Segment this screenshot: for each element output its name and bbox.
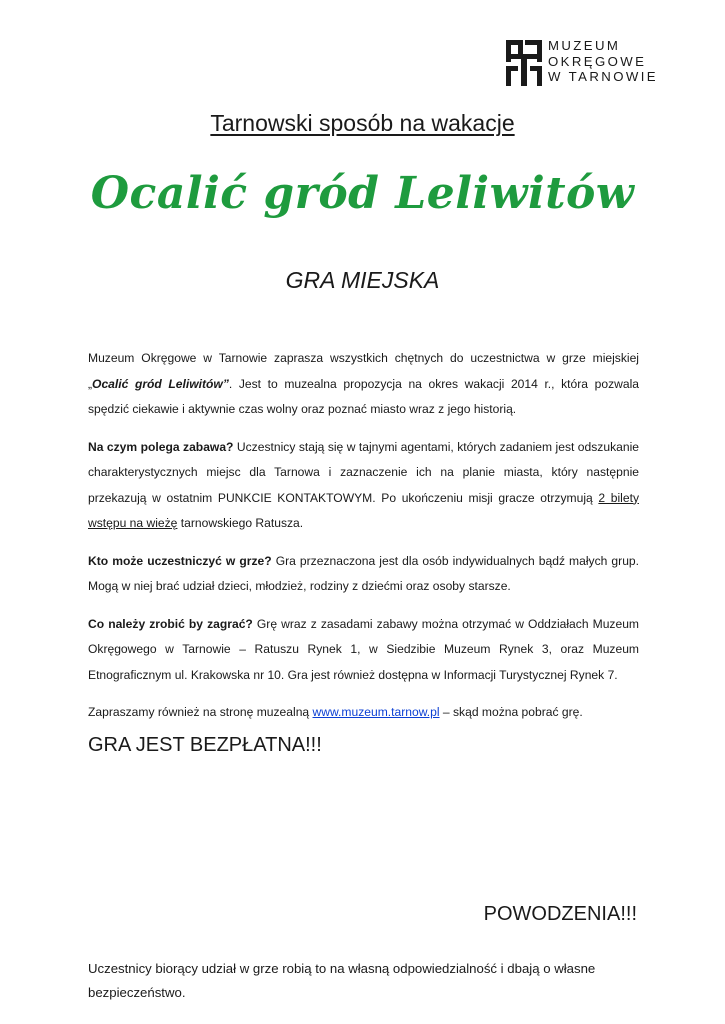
logo-line-1: MUZEUM <box>548 38 621 53</box>
logo-line-2: OKRĘGOWE <box>548 53 647 69</box>
rules-paragraph <box>88 435 639 537</box>
tickets-text: 2 bilety wstępu na wieżę <box>88 490 639 530</box>
rules-question: Na czym polega zabawa? <box>88 439 234 454</box>
howto-paragraph <box>88 612 639 689</box>
rules-answer: Uczestnicy stają się w tajnymi agentami, których zadaniem jest odszukanie charakterystycznych miejsc dla Tarnowa i zaznaczenie ich na planie miasta, który następnie przekazują w ostatnim PUNKCIE KONTAKTOWYM. Po ukończeniu misji gracze otrzymują <box>88 439 639 505</box>
museum-website-link[interactable]: www.muzeum.tarnow.pl <box>312 705 440 719</box>
page-subtitle: Tarnowski sposób na wakacje <box>210 110 515 136</box>
good-luck-text: POWODZENIA!!! <box>483 903 637 925</box>
rules-answer-end: tarnowskiego Ratusza. <box>177 516 304 530</box>
howto-question: Co należy zrobić by zagrać? <box>88 616 253 631</box>
howto-answer: Grę wraz z zasadami zabawy można otrzymać w Oddziałach Muzeum Okręgowego w Tarnowie – Ratuszu Rynek 1, w Siedzibie Muzeum Rynek 3, oraz Muzeum Etnograficznym ul. Krakowska nr 10. Gra jest również dostępna w Informacji Turystycznej Rynek 7. <box>88 616 639 682</box>
game-type-heading: GRA MIEJSKA <box>285 267 440 293</box>
museum-logo-mark-icon <box>506 40 542 86</box>
disclaimer-text: Uczestnicy biorący udział w grze robią to na własną odpowiedzialność i dbają o własne bezpieczeństwo. <box>88 961 596 1000</box>
museum-logo <box>506 38 658 88</box>
participants-answer: Gra przeznaczona jest dla osób indywidualnych bądź małych grup. Mogą w niej brać udział dzieci, młodzież, rodziny z dziećmi oraz osoby starsze. <box>88 553 640 593</box>
logo-wordmark <box>548 38 658 85</box>
game-title-inline: Ocalić gród Leliwitów” <box>92 376 229 391</box>
intro-paragraph <box>88 346 639 423</box>
page-title: Ocalić gród Leliwitów <box>90 168 635 219</box>
logo-line-3: W TARNOWIE <box>548 69 658 84</box>
body-content <box>88 346 639 738</box>
website-paragraph <box>88 700 639 726</box>
free-entry-notice: GRA JEST BEZPŁATNA!!! <box>88 734 322 756</box>
intro-text-end: . Jest to muzealna propozycja na okres wakacji 2014 r., która pozwala spędzić ciekawie i aktywnie czas wolny oraz poznać miasto wraz z jego historią. <box>88 376 639 416</box>
website-text-end: – skąd można pobrać grę. <box>439 705 583 719</box>
participants-paragraph <box>88 549 639 600</box>
website-text: Zapraszamy również na stronę muzealną <box>88 705 313 719</box>
participants-question: Kto może uczestniczyć w grze? <box>88 553 272 568</box>
intro-text: Muzeum Okręgowe w Tarnowie zaprasza wszystkich chętnych do uczestnictwa w grze miejskiej „ <box>88 351 639 391</box>
